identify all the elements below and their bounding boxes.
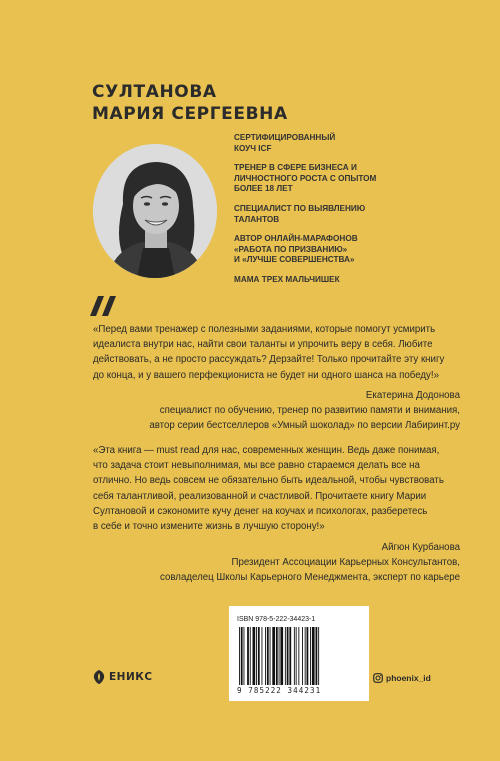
quote-line: «Эта книга — must read для нас, современных женщин. Ведь даже понимая,	[93, 445, 440, 456]
quote-line: что задача стоит невыполнимая, мы все равно стараемся делать все на	[93, 460, 420, 472]
barcode-bar	[262, 627, 263, 685]
testimonial-quote-1	[93, 322, 445, 383]
barcode-digits: 9 785222 344231	[237, 686, 322, 695]
barcode-bar	[287, 627, 289, 685]
barcode-bar	[267, 627, 269, 685]
barcode-bar	[265, 627, 266, 685]
author-photo	[93, 144, 217, 278]
quote-line: до конца, и у вашего перфекциониста не будет ни одного шанса на победу!»	[93, 369, 439, 381]
phoenix-logo-icon	[92, 670, 106, 684]
attribution-title: специалист по обучению, тренер по развитию памяти и внимания,	[159, 405, 460, 417]
attribution-title: автор серии бестселлеров «Умный шоколад» по версии Лабиринт.ру	[149, 420, 460, 432]
social-handle-text: phoenix_id	[386, 673, 431, 683]
barcode-bar	[316, 627, 318, 685]
barcode-bar	[280, 627, 283, 685]
barcode-bar	[239, 627, 240, 685]
attribution-title: Президент Ассоциации Карьерных Консультантов,	[231, 557, 460, 569]
barcode-bar	[307, 627, 309, 685]
barcode-bar	[247, 627, 249, 685]
isbn-number: ISBN 978-5-222-34423-1	[237, 616, 316, 623]
author-given-names: МАРИЯ СЕРГЕЕВНА	[92, 104, 288, 124]
credential-item: СПЕЦИАЛИСТ ПО ВЫЯВЛЕНИЮ ТАЛАНТОВ	[234, 203, 366, 224]
double-slash-quote-icon	[90, 296, 118, 321]
credential-item: СЕРТИФИЦИРОВАННЫЙ КОУЧ ICF	[234, 133, 336, 153]
barcode-bar	[285, 627, 286, 685]
quote-line: действовать, а не просто рассуждать? Дерзайте! Только прочитайте эту книгу	[93, 354, 445, 366]
barcode-bar	[279, 627, 280, 685]
author-surname: СУЛТАНОВА	[92, 82, 217, 102]
testimonial-quote-2	[93, 443, 444, 534]
attribution-name: Екатерина Додонова	[365, 390, 460, 401]
barcode-bar	[258, 627, 260, 685]
isbn-barcode	[229, 606, 369, 701]
barcode-bar	[253, 627, 256, 685]
barcode-bar	[256, 627, 257, 685]
quote-line: идеалиста внутри нас, найти свои таланты и упрочить веру в себя. Любите	[93, 339, 433, 351]
publisher-logo	[92, 670, 153, 684]
barcode-bar	[272, 627, 275, 685]
quote-line: себя талантливой, реализованной и счастливой. Прочитаете книгу Марии	[93, 490, 427, 502]
barcode-bar	[312, 627, 315, 685]
barcode-bar	[302, 627, 303, 685]
barcode-bar	[305, 627, 306, 685]
barcode-bar	[310, 627, 311, 685]
quote-line: Султановой и сэкономите кучу денег на коучах и психологах, разберетесь	[93, 505, 428, 517]
instagram-icon	[373, 673, 383, 683]
attribution-name: Айгюн Курбанова	[381, 542, 460, 553]
author-name	[92, 81, 288, 125]
credential-item: ТРЕНЕР В СФЕРЕ БИЗНЕСА И ЛИЧНОСТНОГО РОСТА С ОПЫТОМ БОЛЕЕ 18 ЛЕТ	[234, 163, 377, 194]
quote-line: в себе и точно измените жизнь в лучшую сторону!»	[93, 521, 325, 533]
barcode-bar	[296, 627, 297, 685]
barcode-bar	[244, 627, 245, 685]
barcode-bar	[241, 627, 243, 685]
barcode-bar	[250, 627, 251, 685]
barcode-bar	[276, 627, 278, 685]
quote-line: отлично. Но ведь совсем не обязательно быть идеальной, чтобы чувствовать	[93, 475, 444, 487]
credentials-list	[234, 133, 404, 295]
barcode-bar	[298, 627, 299, 685]
barcode-bar	[289, 627, 291, 685]
barcode-bar	[294, 627, 295, 685]
attribution-title: совладелец Школы Карьерного Менеджмента, эксперт по карьере	[160, 572, 460, 584]
testimonial-attribution-2	[160, 540, 460, 586]
barcode-bars	[237, 627, 361, 685]
quote-line: «Перед вами тренажер с полезными заданиями, которые помогут усмирить	[93, 324, 436, 335]
social-handle	[373, 673, 431, 683]
credential-item: АВТОР ОНЛАЙН-МАРАФОНОВ «РАБОТА ПО ПРИЗВАНИЮ» И «ЛУЧШЕ СОВЕРШЕНСТВА»	[234, 234, 358, 265]
credential-item: МАМА ТРЕХ МАЛЬЧИШЕК	[234, 274, 340, 284]
publisher-name: ЕНИКС	[109, 671, 153, 683]
barcode-bar	[318, 627, 319, 685]
testimonial-attribution-1	[149, 388, 460, 434]
barcode-bar	[270, 627, 271, 685]
